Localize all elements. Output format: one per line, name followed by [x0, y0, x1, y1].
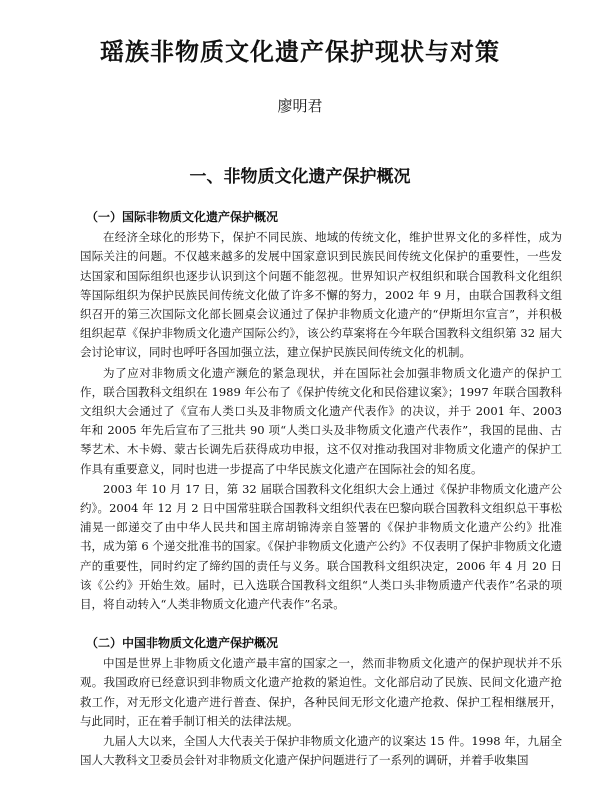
body-text-part-2	[80, 634, 562, 771]
paragraph: 在经济全球化的形势下，保护不同民族、地域的传统文化，维护世界文化的多样性，成为国际关注的问题。不仅越来越多的发展中国家意识到民族民间传统文化保护的重要性，一些发达国家和国际组织也逐步认识到这个问题不能忽视。世界知识产权组织和联合国教科文化组织等国际组织为保护民族民间传统文化做了许多不懈的努力，2002 年 9 月，由联合国教科文组织召开的第三次国际文化部长圆桌会议通过了保护非物质文化遗产的“伊斯坦尔宣言”，并积极组织起草《保护非物质文化遗产国际公约》，该公约草案将在今年联合国教科文组织第 32 届大会讨论审议，同时也呼吁各国加强立法，建立保护民族民间传统文化的机制。	[80, 230, 562, 360]
paragraph: 2003 年 10 月 17 日，第 32 届联合国教科文化组织大会上通过《保护非物质文化遗产公约》。2004 年 12 月 2 日中国常驻联合国教科文组织代表在巴黎向联合国教科文组织总干事松浦晃一郎递交了由中华人民共和国主席胡锦涛亲自签署的《保护非物质文化遗产公约》批准书，成为第 6 个递交批准书的国家。《保护非物质文化遗产公约》不仅表明了保护非物质文化遗产的重要性，同时约定了缔约国的责任与义务。联合国教科文组织决定，2006 年 4 月 20 日该《公约》开始生效。届时，已入选联合国教科文组织“人类口头非物质遗产代表作”名录的项目，将自动转入“人类非物质文化遗产代表作”名录。	[80, 481, 562, 612]
section-heading: 一、非物质文化遗产保护概况	[189, 167, 411, 187]
paragraph: 中国是世界上非物质文化遗产最丰富的国家之一，然而非物质文化遗产的保护现状并不乐观。我国政府已经意识到非物质文化遗产抢救的紧迫性。文化部启动了民族、民间文化遗产抢救工作，对无形文化遗产进行普查、保护，各种民间无形文化遗产抢救、保护工程相继展开，与此同时，正在着手制订相关的法律法规。	[80, 656, 562, 728]
page-title: 瑶族非物质文化遗产保护现状与对策	[100, 37, 500, 66]
author-name: 廖明君	[277, 97, 323, 115]
body-text-part-1	[80, 208, 562, 615]
subsection-heading-china: （二）中国非物质文化遗产保护概况	[86, 636, 279, 650]
paragraph: 九届人大以来，全国人大代表关于保护非物质文化遗产的议案达 15 件。1998 年，九届全国人大教科文卫委员会针对非物质文化遗产保护问题进行了一系列的调研，并着手收集国	[80, 734, 562, 768]
paragraph: 为了应对非物质文化遗产濒危的紧急现状，并在国际社会加强非物质文化遗产的保护工作，联合国教科文组织在 1989 年公布了《保护传统文化和民俗建议案》；1997 年联合国教科文组织大会通过了《宣布人类口头及非物质文化遗产代表作》的决议，并于 2001 年、2003 年和 2005 年先后宣布了三批共 90 项“人类口头及非物质文化遗产代表作”，我国的昆曲、古琴艺术、木卡姆、蒙古长调先后获得成功申报，这不仅对推动我国对非物质文化遗产的保护工作具有重要意义，同时也进一步提高了中华民族文化遗产在国际社会的知名度。	[80, 365, 562, 476]
subsection-heading-international: （一）国际非物质文化遗产保护概况	[86, 210, 279, 224]
